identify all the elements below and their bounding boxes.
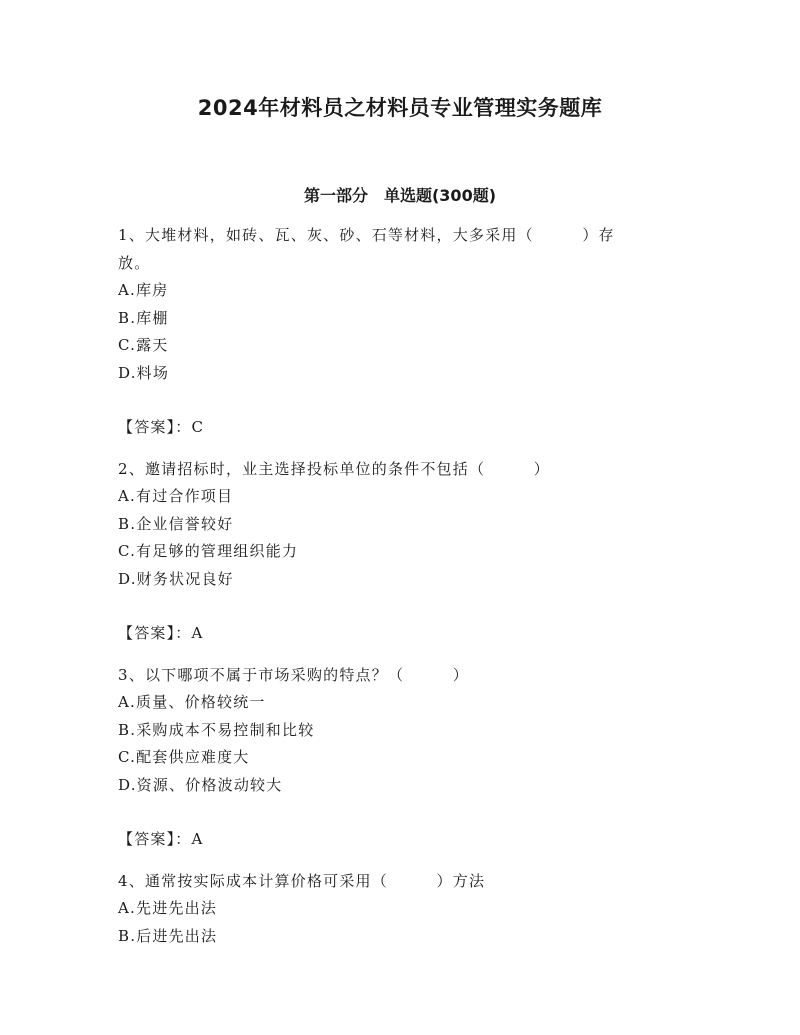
document-title: 2024年材料员之材料员专业管理实务题库 bbox=[197, 96, 603, 120]
question-stem-continued: 放。 bbox=[118, 253, 151, 272]
answer-value: A bbox=[191, 624, 204, 642]
option-a: A.有过合作项目 bbox=[118, 487, 234, 505]
option-d: D.财务状况良好 bbox=[118, 569, 234, 588]
section-heading: 第一部分 单选题(300题) bbox=[303, 186, 497, 205]
question-item bbox=[118, 868, 688, 951]
option-c: C.配套供应难度大 bbox=[118, 748, 250, 766]
option-b: B.后进先出法 bbox=[118, 926, 218, 945]
option-a: A.库房 bbox=[118, 281, 169, 299]
option-a: A.先进先出法 bbox=[118, 899, 218, 917]
question-stem: 4、通常按实际成本计算价格可采用（ ）方法 bbox=[118, 871, 486, 890]
option-a: A.质量、价格较统一 bbox=[118, 693, 266, 711]
option-b: B.采购成本不易控制和比较 bbox=[118, 720, 315, 739]
question-item bbox=[118, 222, 688, 442]
answer-label: 【答案】： bbox=[118, 830, 192, 848]
question-item bbox=[118, 456, 688, 648]
question-list bbox=[118, 222, 688, 964]
option-c: C.有足够的管理组织能力 bbox=[118, 542, 299, 560]
answer-value: A bbox=[191, 830, 204, 848]
question-stem: 1、大堆材料，如砖、瓦、灰、砂、石等材料，大多采用（ ）存 bbox=[118, 226, 615, 244]
question-item bbox=[118, 662, 688, 854]
option-d: D.资源、价格波动较大 bbox=[118, 775, 283, 794]
answer-label: 【答案】： bbox=[118, 624, 192, 642]
option-d: D.料场 bbox=[118, 363, 170, 382]
answer-value: C bbox=[191, 418, 205, 436]
answer-line bbox=[118, 414, 688, 442]
answer-line bbox=[118, 826, 688, 854]
answer-line bbox=[118, 620, 688, 648]
option-c: C.露天 bbox=[118, 336, 169, 354]
option-b: B.企业信誉较好 bbox=[118, 514, 234, 533]
question-stem: 3、以下哪项不属于市场采购的特点？（ ） bbox=[118, 665, 469, 684]
option-b: B.库棚 bbox=[118, 308, 169, 327]
answer-label: 【答案】： bbox=[118, 418, 192, 436]
question-stem: 2、邀请招标时，业主选择投标单位的条件不包括（ ） bbox=[118, 459, 550, 478]
